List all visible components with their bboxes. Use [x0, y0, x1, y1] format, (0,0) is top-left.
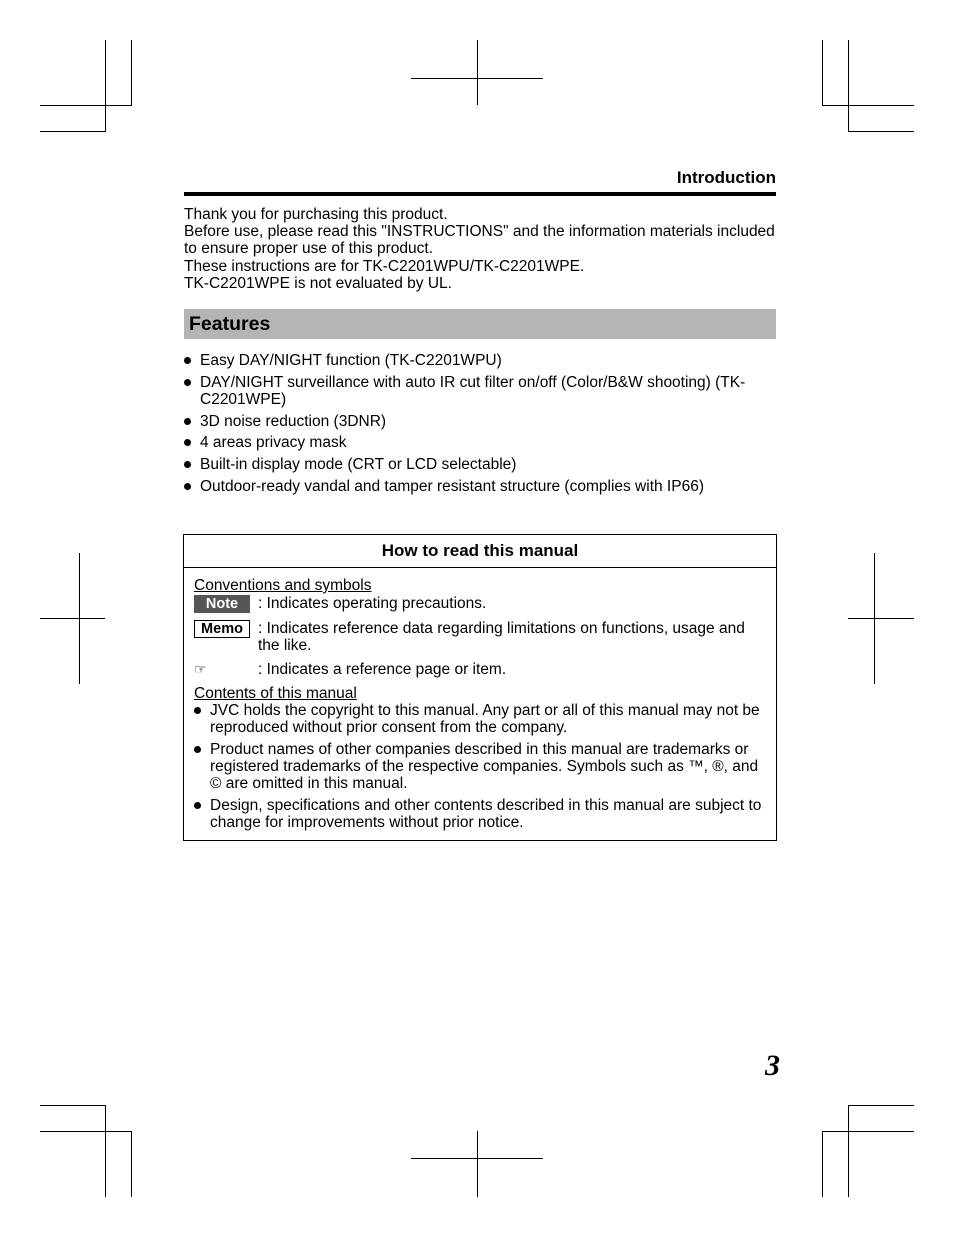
intro-line: TK-C2201WPE is not evaluated by UL.	[184, 274, 452, 292]
crop-mark	[848, 131, 914, 132]
crop-mark	[40, 105, 132, 106]
convention-row-note	[194, 595, 766, 613]
crop-mark	[848, 40, 849, 132]
list-item: Outdoor-ready vandal and tamper resistant structure (complies with IP66)	[184, 478, 776, 495]
list-item: Product names of other companies described in this manual are trademarks or registered trademarks of the respective companies. Symbols such as ™, ®, and © are omitted in this manual.	[194, 741, 766, 792]
list-item: Easy DAY/NIGHT function (TK-C2201WPU)	[184, 352, 776, 369]
list-item: DAY/NIGHT surveillance with auto IR cut filter on/off (Color/B&W shooting) (TK-C2201WPE)	[184, 374, 776, 408]
crop-mark	[105, 1105, 106, 1197]
crop-mark	[131, 1131, 132, 1197]
note-badge: Note	[194, 595, 250, 613]
list-item: 4 areas privacy mask	[184, 434, 776, 451]
convention-text: : Indicates a reference page or item.	[258, 661, 507, 678]
list-item: Design, specifications and other contents described in this manual are subject to change for improvements without prior notice.	[194, 797, 766, 831]
section-header	[184, 168, 776, 196]
crop-mark	[822, 40, 823, 105]
crop-mark	[822, 1131, 914, 1132]
crop-mark	[477, 1131, 478, 1197]
how-to-read-body	[184, 568, 776, 831]
intro-line: These instructions are for TK-C2201WPU/TK-C2201WPE.	[184, 257, 585, 275]
convention-row-reference	[194, 661, 766, 678]
crop-mark	[40, 1105, 105, 1106]
features-heading: Features	[184, 309, 776, 339]
crop-mark	[411, 78, 543, 79]
crop-mark	[848, 1105, 914, 1106]
contents-heading: Contents of this manual	[194, 685, 357, 702]
list-item: 3D noise reduction (3DNR)	[184, 413, 776, 430]
crop-mark	[40, 618, 105, 619]
how-to-read-title: How to read this manual	[184, 535, 776, 568]
how-to-read-box	[183, 534, 777, 841]
list-item: JVC holds the copyright to this manual. Any part or all of this manual may not be reproduced without prior consent from the company.	[194, 702, 766, 736]
features-list	[184, 352, 776, 500]
intro-text	[184, 206, 776, 292]
crop-mark	[131, 40, 132, 105]
convention-text: : Indicates reference data regarding limitations on functions, usage and the like.	[258, 620, 745, 654]
crop-mark	[477, 40, 478, 105]
convention-text: : Indicates operating precautions.	[258, 595, 487, 612]
crop-mark	[40, 131, 105, 132]
conventions-heading: Conventions and symbols	[194, 577, 372, 594]
intro-line: Thank you for purchasing this product.	[184, 206, 448, 223]
crop-mark	[822, 105, 914, 106]
intro-line: Before use, please read this "INSTRUCTIONS" and the information materials included to ensure proper use of this product.	[184, 223, 775, 258]
crop-mark	[105, 40, 106, 132]
list-item: Built-in display mode (CRT or LCD selectable)	[184, 456, 776, 473]
pointing-hand-icon: ☞	[194, 661, 207, 677]
crop-mark	[848, 618, 914, 619]
memo-badge: Memo	[194, 620, 250, 638]
page-number: 3	[765, 1049, 780, 1082]
section-label: Introduction	[676, 168, 776, 187]
crop-mark	[848, 1105, 849, 1197]
crop-mark	[40, 1131, 132, 1132]
convention-row-memo	[194, 620, 766, 654]
contents-list	[194, 702, 766, 831]
crop-mark	[411, 1158, 543, 1159]
crop-mark	[822, 1131, 823, 1197]
